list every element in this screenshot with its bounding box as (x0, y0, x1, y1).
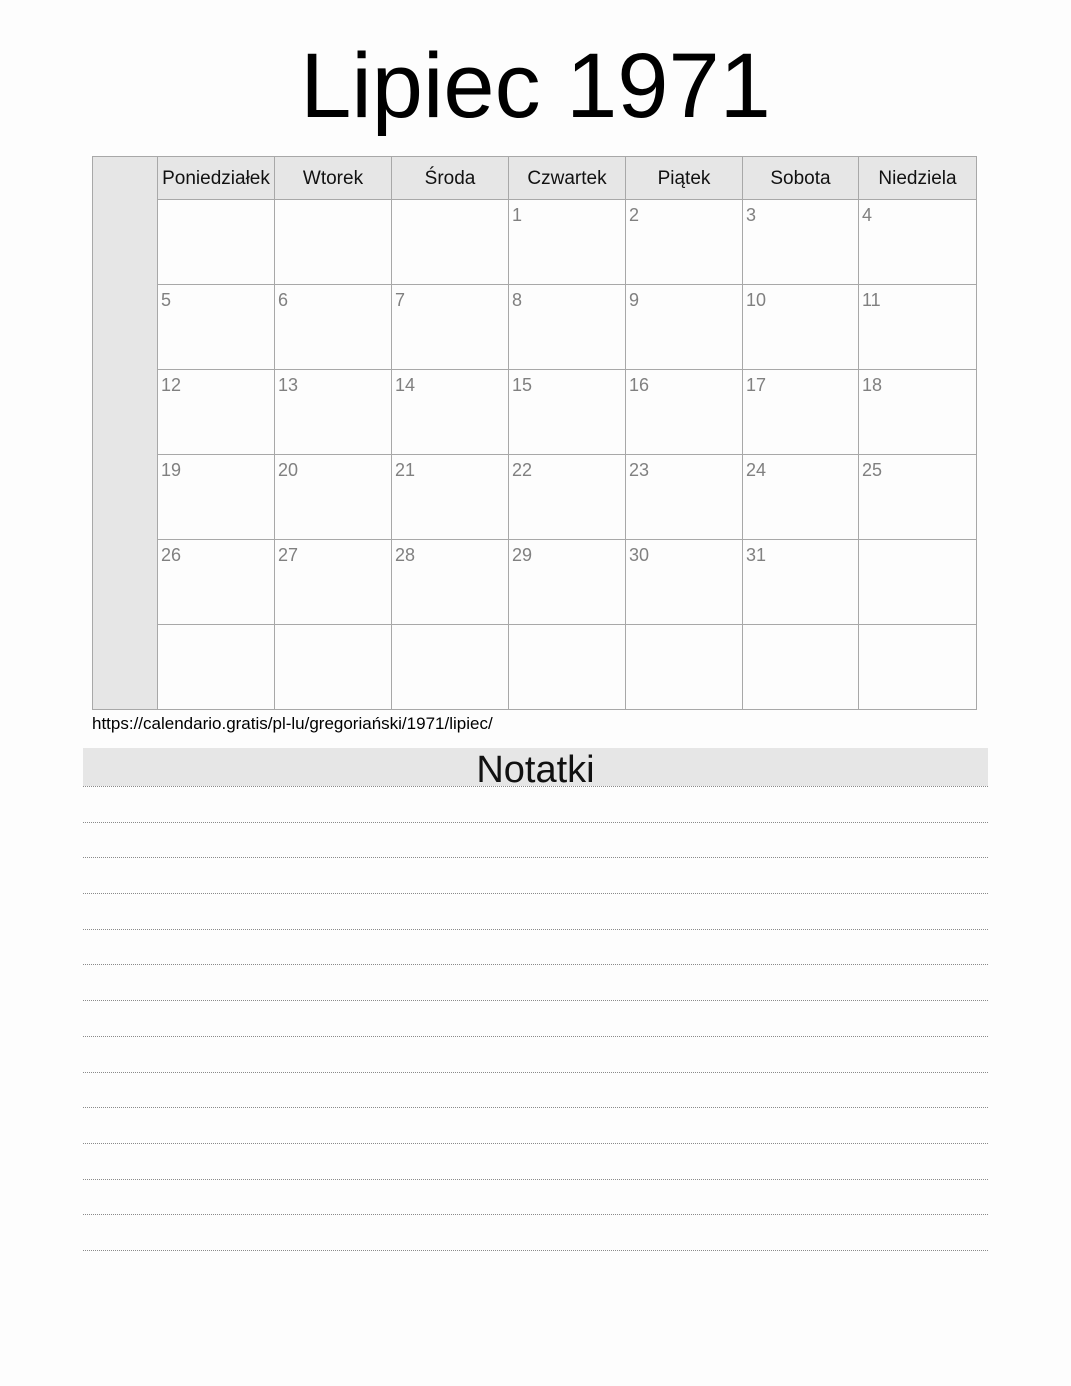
day-cell (509, 200, 626, 285)
day-number: 11 (862, 290, 881, 310)
day-number: 3 (746, 205, 757, 225)
note-line (83, 893, 988, 894)
day-number: 17 (746, 375, 767, 395)
day-cell (859, 200, 976, 285)
day-number: 18 (862, 375, 883, 395)
day-number: 21 (395, 460, 416, 480)
calendar-grid (158, 157, 976, 709)
day-number: 8 (512, 290, 523, 310)
day-cell (743, 625, 859, 709)
day-number: 24 (746, 460, 767, 480)
note-line (83, 1000, 988, 1001)
day-cell (626, 625, 743, 709)
day-cell (275, 370, 392, 455)
day-cell (509, 540, 626, 625)
day-cell (509, 455, 626, 540)
day-cell (275, 455, 392, 540)
weekday-header-wednesday: Środa (392, 157, 509, 200)
day-number: 4 (862, 205, 873, 225)
note-line (83, 929, 988, 930)
day-cell (859, 285, 976, 370)
day-number: 25 (862, 460, 883, 480)
week-number-column (93, 157, 158, 709)
day-number: 26 (161, 545, 182, 565)
day-cell (275, 200, 392, 285)
page-title: Lipiec 1971 (300, 35, 771, 137)
day-cell (743, 285, 859, 370)
day-cell (626, 200, 743, 285)
note-line (83, 822, 988, 823)
day-cell (626, 455, 743, 540)
note-line (83, 1143, 988, 1144)
day-number: 5 (161, 290, 172, 310)
day-cell (859, 455, 976, 540)
day-number: 28 (395, 545, 416, 565)
day-cell (392, 285, 509, 370)
day-number: 10 (746, 290, 767, 310)
day-cell (509, 625, 626, 709)
day-cell (158, 200, 275, 285)
note-line (83, 1072, 988, 1073)
day-cell (743, 200, 859, 285)
day-number: 29 (512, 545, 533, 565)
day-number: 14 (395, 375, 416, 395)
day-cell (743, 455, 859, 540)
day-number: 1 (512, 205, 523, 225)
day-cell (392, 455, 509, 540)
day-number: 23 (629, 460, 650, 480)
day-cell (859, 540, 976, 625)
notes-title: Notatki (476, 749, 595, 791)
day-number: 31 (746, 545, 767, 565)
day-cell (743, 540, 859, 625)
day-cell (275, 625, 392, 709)
notes-header (83, 748, 988, 791)
day-cell (743, 370, 859, 455)
day-number: 15 (512, 375, 533, 395)
day-cell (392, 370, 509, 455)
day-number: 19 (161, 460, 182, 480)
day-number: 22 (512, 460, 533, 480)
day-cell (626, 540, 743, 625)
day-cell (158, 625, 275, 709)
day-cell (509, 370, 626, 455)
calendar-table (92, 156, 977, 710)
day-number: 27 (278, 545, 299, 565)
day-number: 2 (629, 205, 640, 225)
day-cell (626, 370, 743, 455)
note-line (83, 1214, 988, 1215)
note-line (83, 964, 988, 965)
day-number: 7 (395, 290, 406, 310)
weekday-header-friday: Piątek (626, 157, 743, 200)
day-number: 12 (161, 375, 182, 395)
day-cell (392, 540, 509, 625)
note-line (83, 857, 988, 858)
day-cell (275, 285, 392, 370)
note-line (83, 1179, 988, 1180)
day-cell (509, 285, 626, 370)
day-number: 13 (278, 375, 299, 395)
weekday-header-monday: Poniedziałek (158, 157, 275, 200)
note-line (83, 1250, 988, 1251)
day-number: 30 (629, 545, 650, 565)
day-cell (158, 540, 275, 625)
day-cell (859, 370, 976, 455)
day-cell (158, 285, 275, 370)
day-number: 16 (629, 375, 650, 395)
day-cell (158, 455, 275, 540)
source-url: https://calendario.gratis/pl-lu/gregoriański/1971/lipiec/ (92, 714, 493, 733)
day-number: 6 (278, 290, 289, 310)
day-cell (859, 625, 976, 709)
weekday-header-thursday: Czwartek (509, 157, 626, 200)
note-line (83, 1036, 988, 1037)
weekday-header-sunday: Niedziela (859, 157, 976, 200)
note-line (83, 786, 988, 787)
note-line (83, 1107, 988, 1108)
day-number: 9 (629, 290, 640, 310)
day-number: 20 (278, 460, 299, 480)
weekday-header-saturday: Sobota (743, 157, 859, 200)
day-cell (626, 285, 743, 370)
day-cell (275, 540, 392, 625)
day-cell (392, 200, 509, 285)
day-cell (158, 370, 275, 455)
weekday-header-tuesday: Wtorek (275, 157, 392, 200)
day-cell (392, 625, 509, 709)
